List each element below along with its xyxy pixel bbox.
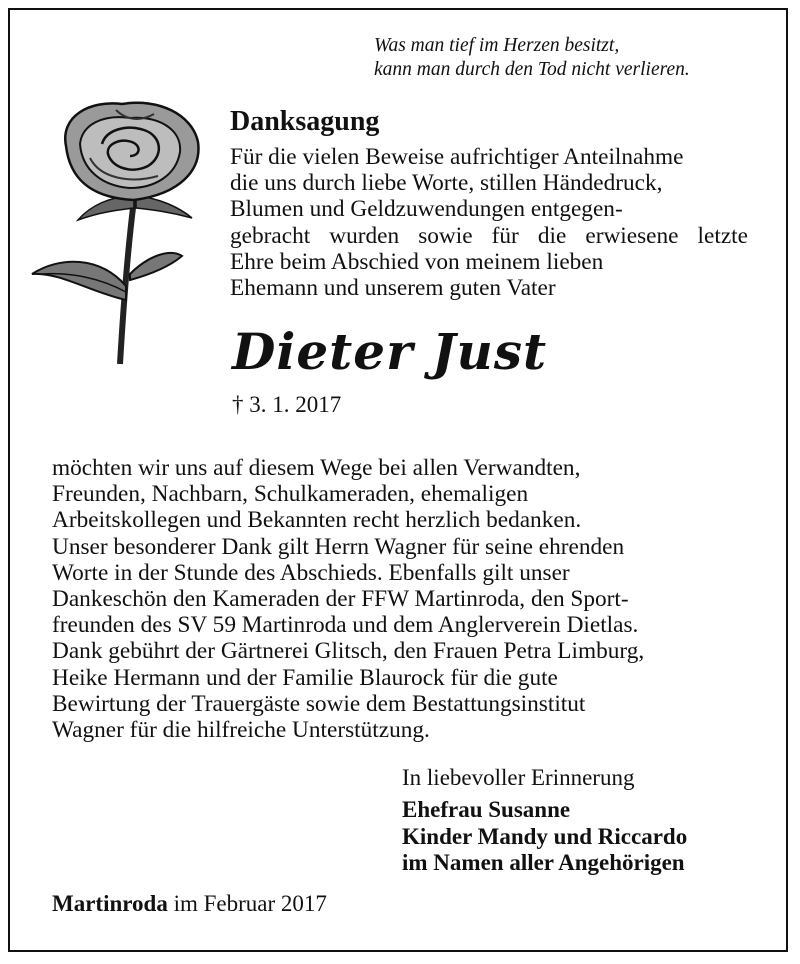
intro-line: gebracht wurden sowie für die erwiesene letzte bbox=[230, 222, 748, 249]
body-line: Freunden, Nachbarn, Schulkameraden, ehemaligen bbox=[52, 481, 529, 508]
signature-line: Kinder Mandy und Riccardo bbox=[402, 823, 688, 849]
intro-line: Blumen und Geldzuwendungen entgegen- bbox=[230, 196, 623, 223]
intro-line: Für die vielen Beweise aufrichtiger Anteilnahme bbox=[230, 144, 684, 170]
body-line: Unser besonderer Dank gilt Herrn Wagner für seine ehrenden bbox=[52, 533, 625, 560]
place-name: Martinroda bbox=[52, 891, 168, 916]
signature-block bbox=[402, 797, 687, 877]
death-date: † 3. 1. 2017 bbox=[232, 392, 342, 417]
intro-line: die uns durch liebe Worte, stillen Händedruck, bbox=[230, 170, 663, 197]
body-line: Bewirtung der Trauergäste sowie dem Bestattungsinstitut bbox=[52, 690, 586, 717]
date-text: im Februar 2017 bbox=[173, 891, 327, 916]
body-line: Heike Hermann und der Familie Blaurock für die gute bbox=[52, 664, 558, 691]
quote-line: Was man tief im Herzen besitzt, bbox=[374, 35, 620, 56]
body-line: möchten wir uns auf diesem Wege bei allen Verwandten, bbox=[52, 455, 581, 481]
signature-line: im Namen aller Angehörigen bbox=[402, 850, 685, 875]
body-line: Wagner für die hilfreiche Unterstützung. bbox=[52, 717, 430, 744]
heading-danksagung: Danksagung bbox=[230, 106, 380, 137]
body-paragraph bbox=[52, 455, 644, 743]
body-line: Dank gebührt der Gärtnerei Glitsch, den Frauen Petra Limburg, bbox=[52, 638, 645, 665]
body-line: freunden des SV 59 Martinroda und dem Anglerverein Dietlas. bbox=[52, 612, 639, 639]
body-line: Arbeitskollegen und Bekannten recht herzlich bedanken. bbox=[52, 507, 582, 534]
epigraph-quote bbox=[374, 34, 690, 82]
body-line: Dankeschön den Kameraden der FFW Martinroda, den Sport- bbox=[52, 586, 629, 613]
rose-icon bbox=[30, 96, 220, 368]
intro-line: Ehemann und unserem guten Vater bbox=[230, 275, 556, 302]
quote-line: kann man durch den Tod nicht verlieren. bbox=[374, 59, 690, 80]
intro-paragraph bbox=[230, 144, 750, 301]
deceased-name: Dieter Just bbox=[232, 322, 548, 381]
memory-line: In liebevoller Erinnerung bbox=[402, 765, 635, 790]
body-line: Worte in der Stunde des Abschieds. Ebenfalls gilt unser bbox=[52, 559, 570, 586]
signature-line: Ehefrau Susanne bbox=[402, 797, 571, 822]
intro-line: Ehre beim Abschied von meinem lieben bbox=[230, 248, 604, 275]
place-date bbox=[52, 891, 327, 917]
